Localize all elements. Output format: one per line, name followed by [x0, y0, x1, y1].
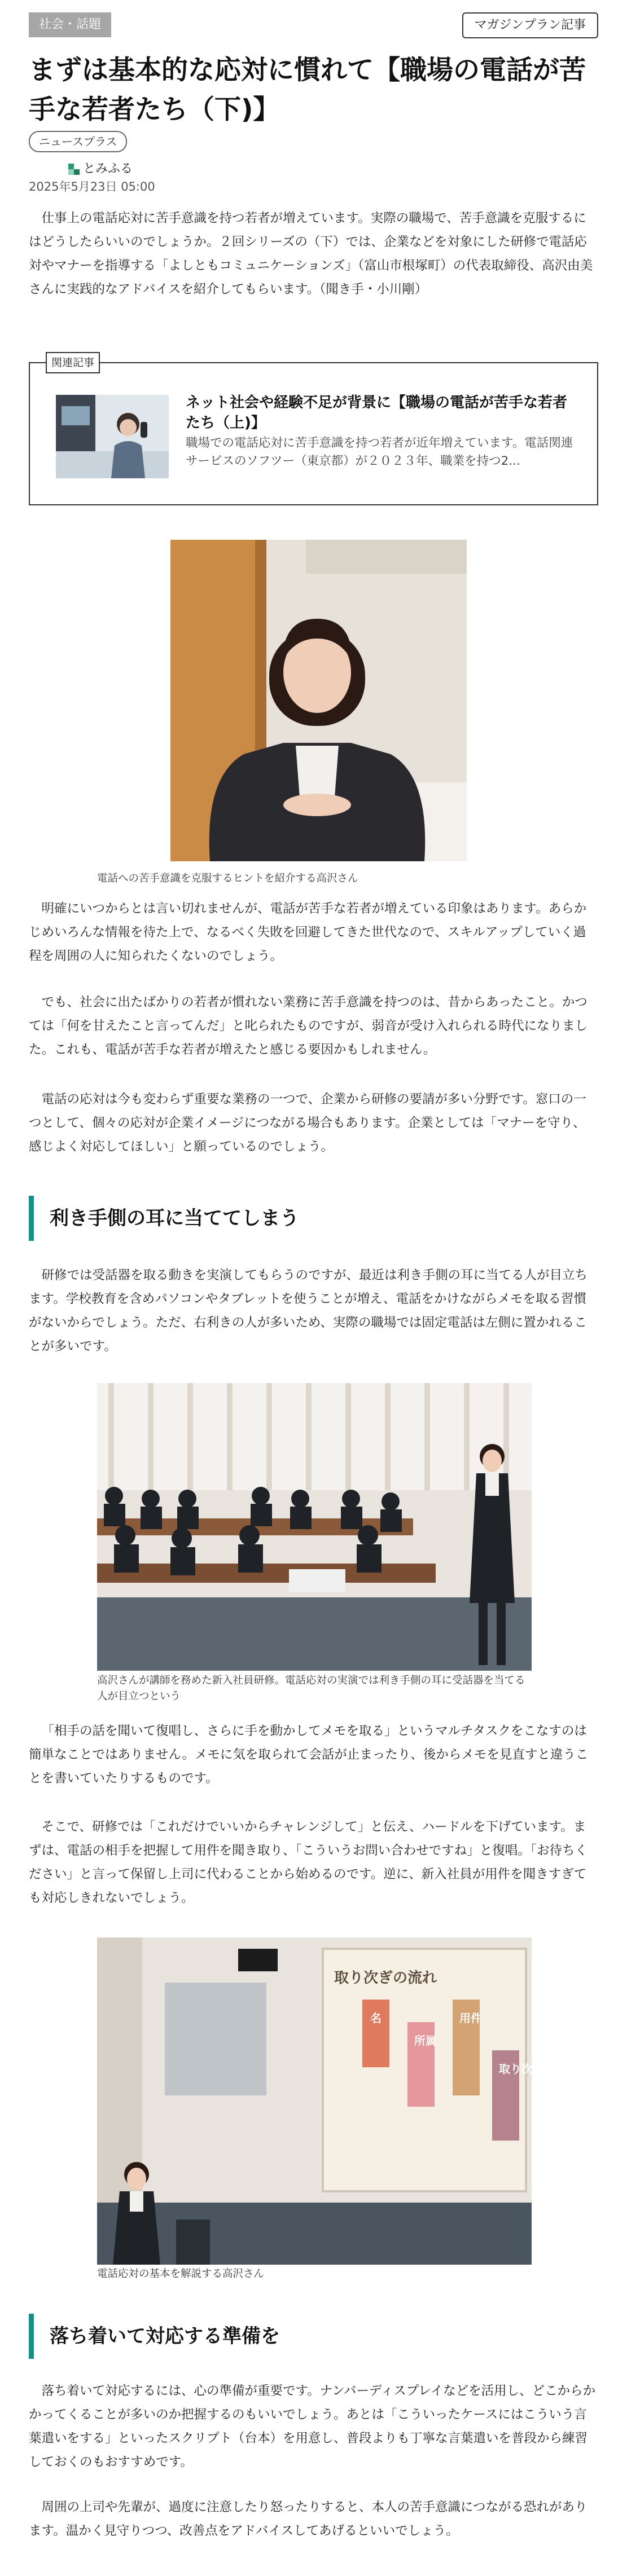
paragraph-8: 周囲の上司や先輩が、過度に注意したり怒ったりすると、本人の苦手意識につながる恐れがあります。温かく見守りつつ、改善点をアドバイスしてあげるといいでしょう。 — [29, 2500, 587, 2538]
seminar-photo — [97, 1937, 544, 2265]
genre-badge[interactable]: ニュースプラス — [29, 131, 127, 152]
related-thumbnail-image — [56, 395, 169, 478]
category-tag[interactable]: 社会・話題 — [29, 12, 111, 37]
article-lead: 仕事上の電話応対に苦手意識を持つ若者が増えています。実際の職場で、苦手意識を克服するにはどうしたらいいのでしょうか。２回シリーズの（下）では、企業などを対象にした研修で電話応対やマナーを指導する「よしともコミュニケーションズ」（富山市根塚町）の代表取締役、高沢由美さんに実践的なアドバイスを紹介してもらいます。（聞き手・小川剛） — [29, 211, 593, 297]
related-article-thumbnail[interactable] — [56, 395, 169, 478]
site-logo-icon — [68, 164, 80, 175]
byline — [29, 160, 424, 195]
paragraph-5: 「相手の話を聞いて復唱し、さらに手を動かしてメモを取る」というマルチタスクをこなすのは簡単なことではありません。メモに気を取られて会話が止まったり、後からメモを見直すと違うことを書いていたりするものです。 — [29, 1724, 589, 1786]
publish-date: 2025年5月23日 05:00 — [29, 180, 155, 193]
related-article-box[interactable] — [29, 362, 598, 505]
paragraph-4: 研修では受話器を取る動きを実演してもらうのですが、最近は利き手側の耳に当てる人が目立ちます。学校教育を含めパソコンやタブレットを使うことが増え、電話をかけながらメモを取る習慣がないからでしょう。ただ、右利きの人が多いため、実際の職場では固定電話は左側に置かれることが多いです。 — [29, 1268, 588, 1354]
slide-label-3: 用件 — [459, 2011, 482, 2025]
section-heading-1: 利き手側の耳に当ててしまう — [29, 1196, 598, 1241]
article-topbar — [29, 12, 598, 37]
related-article-title[interactable]: ネット社会や経験不足が背景に【職場の電話が苦手な若者たち（上)】 — [186, 394, 568, 431]
article-title: まずは基本的な応対に慣れて【職場の電話が苦手な若者たち（下)】 — [29, 55, 586, 125]
slide-label-1: 名 — [370, 2011, 382, 2025]
author-name[interactable]: とみふる — [83, 162, 133, 176]
training-photo — [97, 1383, 532, 1671]
slide-label-2: 所属 — [414, 2034, 437, 2047]
seminar-caption: 電話応対の基本を解説する高沢さん — [97, 2268, 265, 2280]
portrait-caption: 電話への苦手意識を克服するヒントを紹介する高沢さん — [97, 873, 358, 884]
training-caption: 高沢さんが講師を務めた新入社員研修。電話応対の実演では利き手側の耳に受話器を当てる人が目立つという — [97, 1675, 525, 1702]
paragraph-3: 電話の応対は今も変わらず重要な業務の一つで、企業から研修の要請が多い分野です。窓口の一つとして、個々の応対が企業イメージにつながる場合もあります。企業としては「マナーを守り、感じよく対応してほしい」と願っているのでしょう。 — [29, 1092, 586, 1154]
paragraph-2: でも、社会に出たばかりの若者が慣れない業務に苦手意識を持つのは、昔からあったこと。かつては「何を甘えたこと言ってんだ」と叱られたものですが、弱音が受け入れられる時代になりました。これも、電話が苦手な若者が増えたと感じる要因かもしれません。 — [29, 995, 588, 1057]
paragraph-6: そこで、研修では「これだけでいいからチャレンジして」と伝え、ハードルを下げています。まずは、電話の相手を把握して用件を聞き取り、「こういうお問い合わせですね」と復唱。「お待ちください」と言って保留し上司に代わることから始めるのです。逆に、新入社員が用件を聞きすぎても対応しきれないでしょう。 — [29, 1820, 588, 1905]
magazine-plan-badge: マガジンプラン記事 — [462, 12, 598, 38]
paragraph-1: 明確にいつからとは言い切れませんが、電話が苦手な若者が増えている印象はあります。あらかじめいろんな情報を待た上で、なるべく失敗を回避してきた世代なので、スキルアップしていく過程を周囲の人に知られたくないのでしょう。 — [29, 901, 587, 963]
section-heading-2: 落ち着いて対応する準備を — [29, 2314, 598, 2359]
slide-title: 取り次ぎの流れ — [334, 1970, 437, 1987]
related-article-card[interactable] — [29, 352, 598, 505]
slide-label-4: 取り次ぎ — [499, 2062, 544, 2076]
paragraph-7: 落ち着いて対応するには、心の準備が重要です。ナンバーディスプレイなどを活用し、どこからかかってくることが多いのか把握するのもいいでしょう。あとは「こういったケースにはこういう言葉遣いをする」といったスクリプト（台本）を用意し、普段よりも丁寧な言葉遣いを普段から練習しておくのもおすすめです。 — [29, 2384, 596, 2469]
author-row — [29, 160, 424, 178]
portrait-photo — [170, 540, 467, 861]
related-article-tag: 関連記事 — [46, 352, 100, 373]
related-article-excerpt: 職場での電話応対に苦手意識を持つ若者が近年増えています。電話関連サービスのソフツー（東京都）が２０２３年、職業を持つ2... — [186, 436, 573, 468]
